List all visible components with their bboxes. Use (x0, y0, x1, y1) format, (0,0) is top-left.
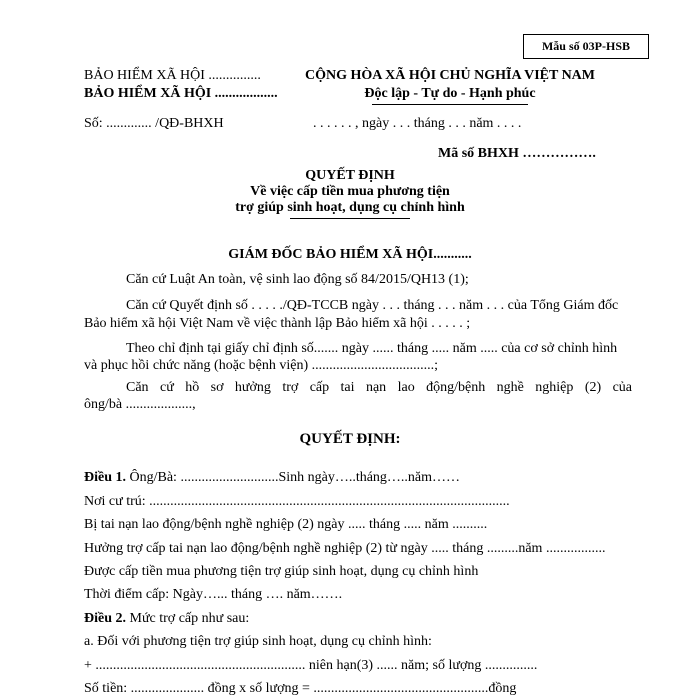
granted-line: Được cấp tiền mua phương tiện trợ giúp sinh hoạt, dụng cụ chỉnh hình (84, 564, 479, 579)
agency-line-1: BẢO HIỂM XÃ HỘI ............... (84, 68, 261, 83)
grant-time-line: Thời điểm cấp: Ngày…... tháng …. năm……. (84, 587, 343, 602)
national-motto: Độc lập - Tự do - Hạnh phúc (364, 86, 536, 101)
nation-name: CỘNG HÒA XÃ HỘI CHỦ NGHĨA VIỆT NAM (304, 68, 595, 83)
device-entry-line: + ............................................................ niên hạn(3) ...... năm; số lượng ............... (84, 658, 538, 673)
article-2-text: Mức trợ cấp như sau: (126, 611, 250, 626)
amount-line: Số tiền: ..................... đồng x số lượng = ..................................................đồng (84, 681, 517, 696)
legal-basis-1: Căn cứ Luật An toàn, vệ sinh lao động số 84/2015/QH13 (1); (126, 272, 469, 287)
decision-subtitle-1: Về việc cấp tiền mua phương tiện (250, 184, 450, 199)
residence-line: Nơi cư trú: ....................................................................................................... (84, 494, 510, 509)
document-number: Số: ............. /QĐ-BHXH (84, 116, 224, 131)
legal-basis-3-line-1: Theo chỉ định tại giấy chỉ định số....... ngày ...... tháng ..... năm ..... của cơ sở chỉnh hình (126, 341, 618, 356)
motto-underline (372, 104, 528, 105)
article-1-name-text: Ông/Bà: ............................Sinh ngày…..tháng…..năm…… (126, 470, 461, 485)
article-1-label: Điều 1. (84, 470, 126, 485)
decision-title: QUYẾT ĐỊNH (305, 168, 395, 183)
article-2-line (84, 611, 249, 627)
legal-basis-4-line-1: Căn cứ hồ sơ hưởng trợ cấp tai nạn lao động/bệnh nghề nghiệp (2) của (126, 380, 632, 395)
agency-line-2: BẢO HIỂM XÃ HỘI .................. (84, 86, 278, 101)
article-1-name-line (84, 470, 460, 486)
decision-subtitle-2: trợ giúp sinh hoạt, dụng cụ chỉnh hình (235, 200, 465, 215)
legal-basis-4-line-2: ông/bà ..................., (84, 397, 196, 412)
accident-line: Bị tai nạn lao động/bệnh nghề nghiệp (2) ngày ..... tháng ..... năm .......... (84, 517, 488, 532)
item-a-line: a. Đối với phương tiện trợ giúp sinh hoạt, dụng cụ chỉnh hình: (84, 634, 432, 649)
legal-basis-3-line-2: và phục hồi chức năng (hoặc bệnh viện) ...................................; (84, 358, 439, 373)
place-date-line: . . . . . . , ngày . . . tháng . . . năm . . . . (313, 116, 522, 131)
bhxh-code: Mã số BHXH ……………. (438, 146, 596, 161)
issuer-heading: GIÁM ĐỐC BẢO HIỂM XÃ HỘI........... (228, 247, 472, 262)
benefit-line: Hưởng trợ cấp tai nạn lao động/bệnh nghề nghiệp (2) từ ngày ..... tháng .........năm ................. (84, 541, 606, 556)
article-2-label: Điều 2. (84, 611, 126, 626)
legal-basis-2-line-1: Căn cứ Quyết định số . . . . ./QĐ-TCCB ngày . . . tháng . . . năm . . . của Tổng Giám đốc (126, 298, 619, 313)
form-code-box: Mẫu số 03P-HSB (523, 34, 649, 59)
legal-basis-2-line-2: Bảo hiểm xã hội Việt Nam về việc thành lập Bảo hiểm xã hội . . . . . ; (84, 316, 471, 331)
title-underline (290, 218, 410, 219)
decision-heading: QUYẾT ĐỊNH: (299, 431, 401, 447)
